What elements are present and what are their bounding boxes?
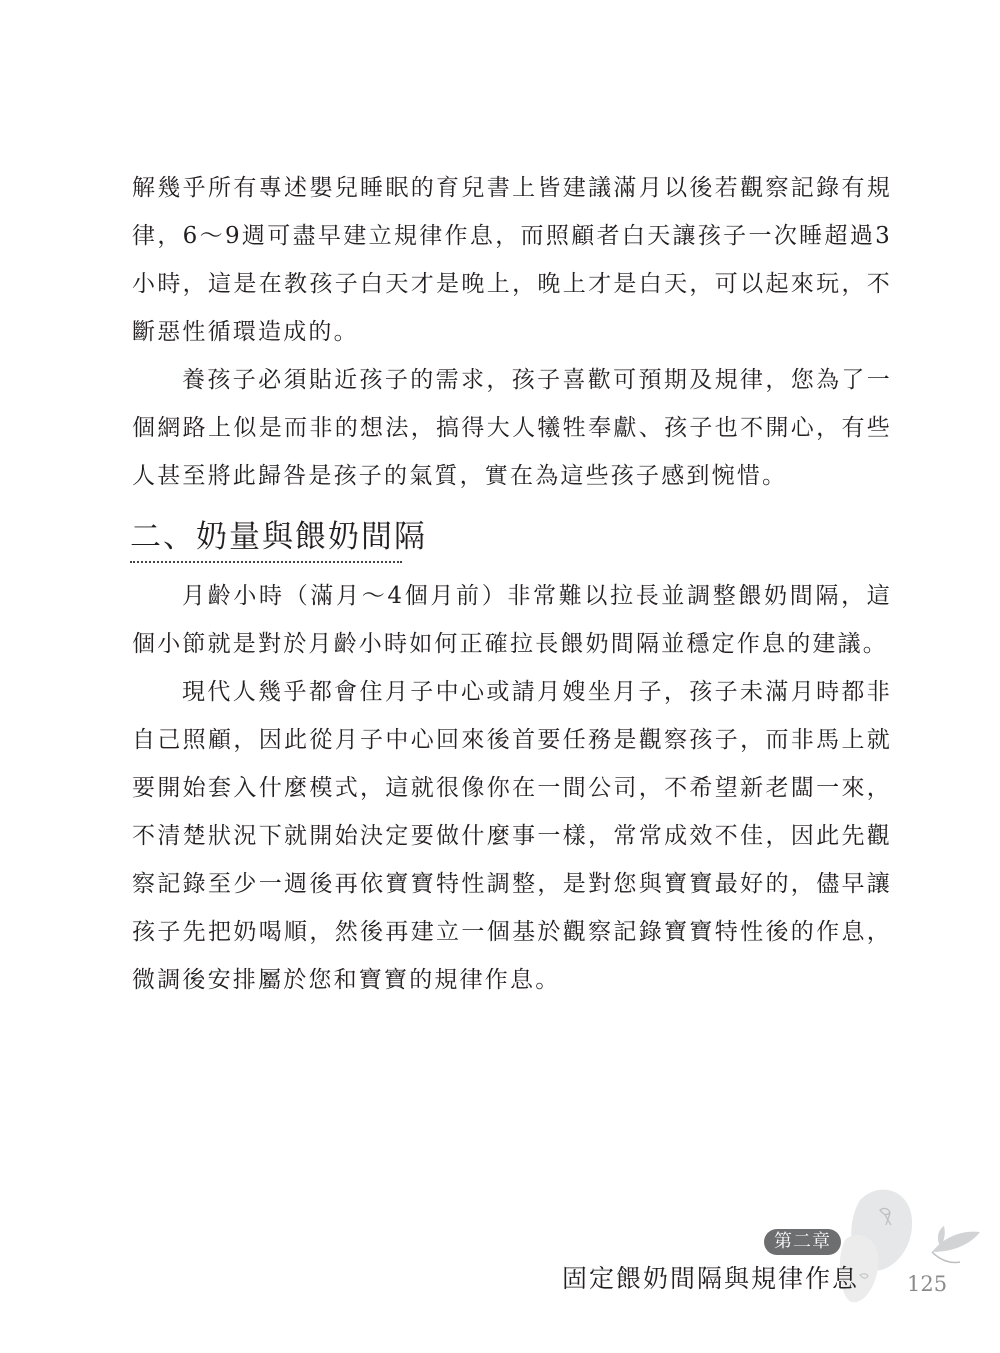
paragraph: 月齡小時（滿月～4個月前）非常難以拉長並調整餵奶間隔，這個小節就是對於月齡小時如何正確拉長餵奶間隔並穩定作息的建議。 [132,583,892,657]
body-text-section [132,572,892,1004]
heading-underline [130,561,402,563]
chapter-title: 固定餵奶間隔與規律作息 [562,1264,860,1293]
body-text-top [132,164,892,500]
page-number: 125 [907,1272,948,1296]
paragraph: 現代人幾乎都會住月子中心或請月嫂坐月子，孩子未滿月時都非自己照顧，因此從月子中心回來後首要任務是觀察孩子，而非馬上就要開始套入什麼模式，這就很像你在一間公司，不希望新老闆一來，不清楚狀況下就開始決定要做什麼事一樣，常常成效不佳，因此先觀察記錄至少一週後再依寶寶特性調整，是對您與寶寶最好的，儘早讓孩子先把奶喝順，然後再建立一個基於觀察記錄寶寶特性後的作息，微調後安排屬於您和寶寶的規律作息。 [132,679,892,993]
section-heading: 二、奶量與餵奶間隔 [130,519,427,555]
chapter-badge: 第二章 [764,1229,841,1255]
paragraph: 解幾乎所有專述嬰兒睡眠的育兒書上皆建議滿月以後若觀察記錄有規律，6～9週可盡早建立規律作息，而照顧者白天讓孩子一次睡超過3小時，這是在教孩子白天才是晚上，晚上才是白天，可以起來玩，不斷惡性循環造成的。 [132,175,892,345]
paragraph: 養孩子必須貼近孩子的需求，孩子喜歡可預期及規律，您為了一個網路上似是而非的想法，搞得大人犧牲奉獻、孩子也不開心，有些人甚至將此歸咎是孩子的氣質，實在為這些孩子感到惋惜。 [132,367,892,489]
